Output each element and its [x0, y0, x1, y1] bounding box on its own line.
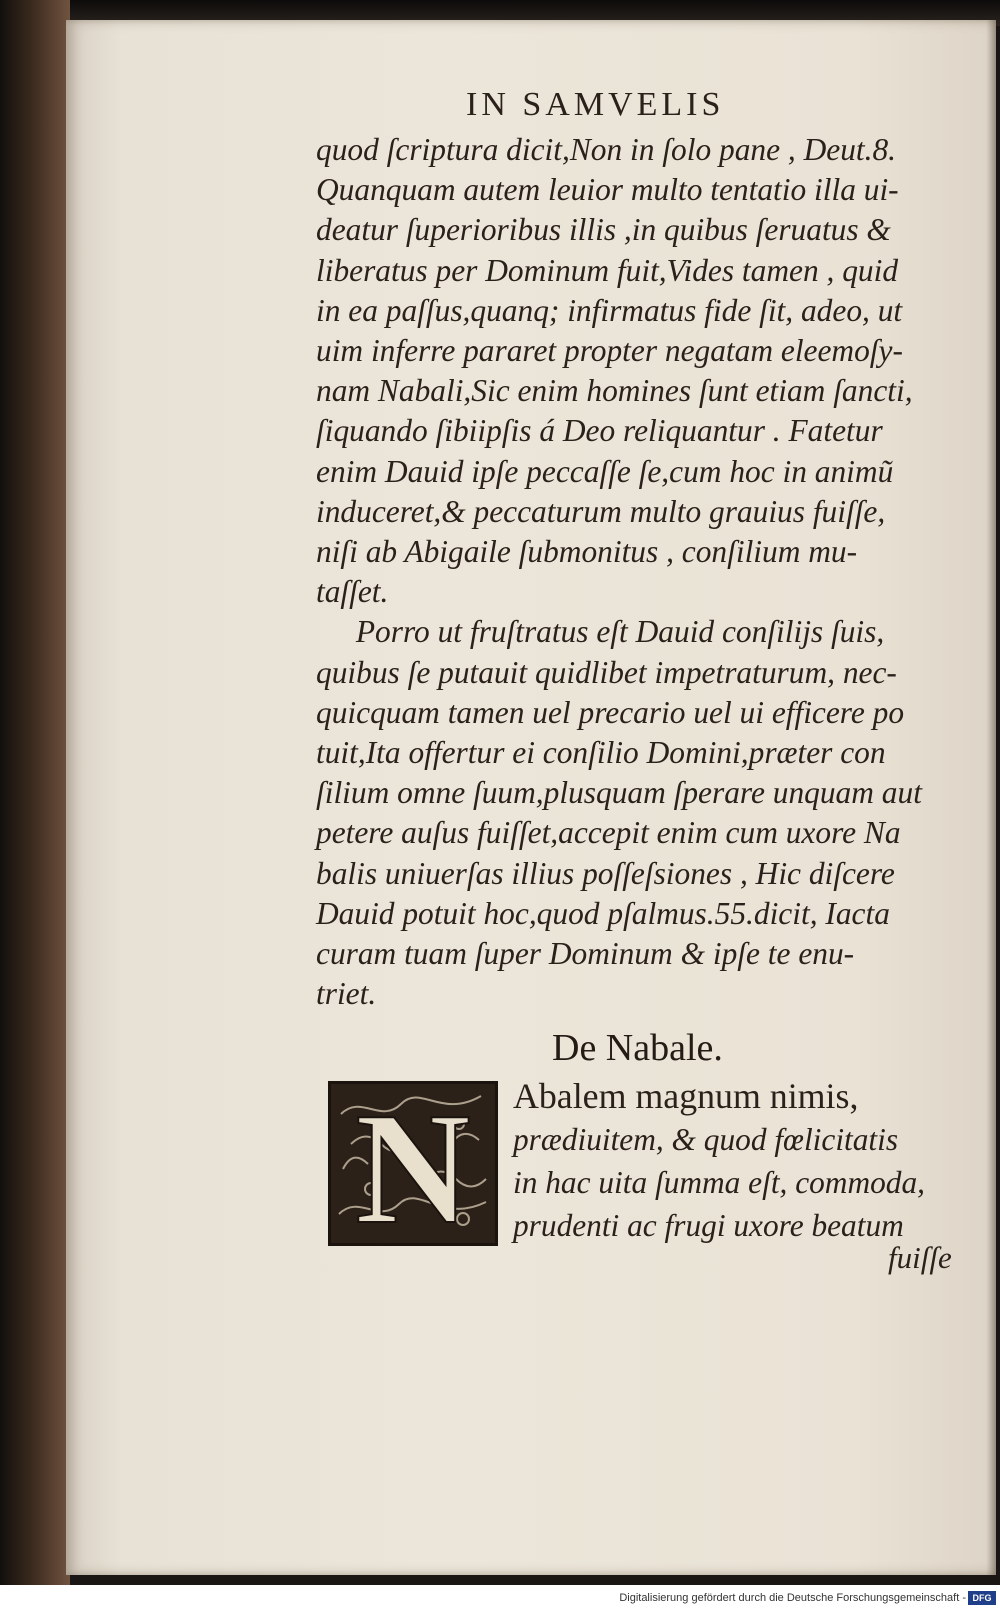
- text-line: prudenti ac frugi uxore beatum: [513, 1208, 904, 1243]
- nabale-text-block: [512, 1075, 962, 1247]
- running-head: IN SAMVELIS: [466, 86, 725, 123]
- main-text-block: [316, 130, 958, 1014]
- text-line: Dauid potuit hoc,quod pſalmus.55.dicit, Iacta: [316, 895, 890, 931]
- text-line: induceret,& peccaturum multo grauius fuiſſe,: [316, 493, 886, 529]
- text-line: enim Dauid ipſe peccaſſe ſe,cum hoc in animũ: [316, 453, 894, 489]
- text-line: prædiuitem, & quod fœlicitatis: [513, 1122, 899, 1157]
- dfg-logo: DFG: [968, 1591, 996, 1605]
- book-binding-edge: [0, 0, 70, 1613]
- text-line: curam tuam ſuper Dominum & ipſe te enu-: [316, 936, 855, 972]
- text-line: triet.: [316, 976, 377, 1012]
- text-line: Quanquam autem leuior multo tentatio illa ui-: [316, 172, 899, 208]
- text-line: niſi ab Abigaile ſubmonitus , conſilium mu-: [316, 534, 858, 570]
- catchword: fuiſſe: [888, 1240, 952, 1275]
- text-line: ſilium omne ſuum,plusquam ſperare unquam aut: [316, 775, 922, 811]
- digitization-credit: Digitalisierung gefördert durch die Deutsche Forschungsgemeinschaft -: [619, 1592, 966, 1604]
- text-line: uim inferre pararet propter negatam eleemoſy-: [316, 333, 903, 369]
- text-line: nam Nabali,Sic enim homines ſunt etiam ſancti,: [316, 373, 913, 409]
- text-line: taſſet.: [316, 574, 389, 610]
- section-heading: De Nabale.: [552, 1027, 723, 1069]
- text-line: petere auſus fuiſſet,accepit enim cum uxore Na: [316, 815, 901, 851]
- text-line: liberatus per Dominum fuit,Vides tamen , quid: [316, 252, 899, 288]
- text-line: quicquam tamen uel precario uel ui efficere po: [316, 694, 905, 730]
- text-line: balis uniuerſas illius poſſeſsiones , Hic diſcere: [316, 855, 895, 891]
- text-line: deatur ſuperioribus illis ,in quibus ſeruatus &: [316, 212, 891, 248]
- text-line: tuit,Ita offertur ei conſilio Domini,præter con: [316, 735, 886, 771]
- text-line: ſiquando ſibiipſis á Deo reliquantur . Fatetur: [316, 413, 883, 449]
- text-line: in ea paſſus,quanq; infirmatus fide ſit, adeo, ut: [316, 292, 903, 328]
- text-line: in hac uita ſumma eſt, commoda,: [513, 1165, 925, 1200]
- text-line: quod ſcriptura dicit,Non in ſolo pane , Deut.8.: [316, 132, 897, 167]
- decorated-initial: [328, 1081, 498, 1246]
- text-line: Porro ut fruſtratus eſt Dauid conſilijs ſuis,: [355, 614, 885, 650]
- initial-letter: N: [355, 1084, 471, 1243]
- text-line: Abalem magnum nimis,: [513, 1076, 859, 1116]
- text-line: quibus ſe putauit quidlibet impetraturum, nec-: [316, 654, 897, 690]
